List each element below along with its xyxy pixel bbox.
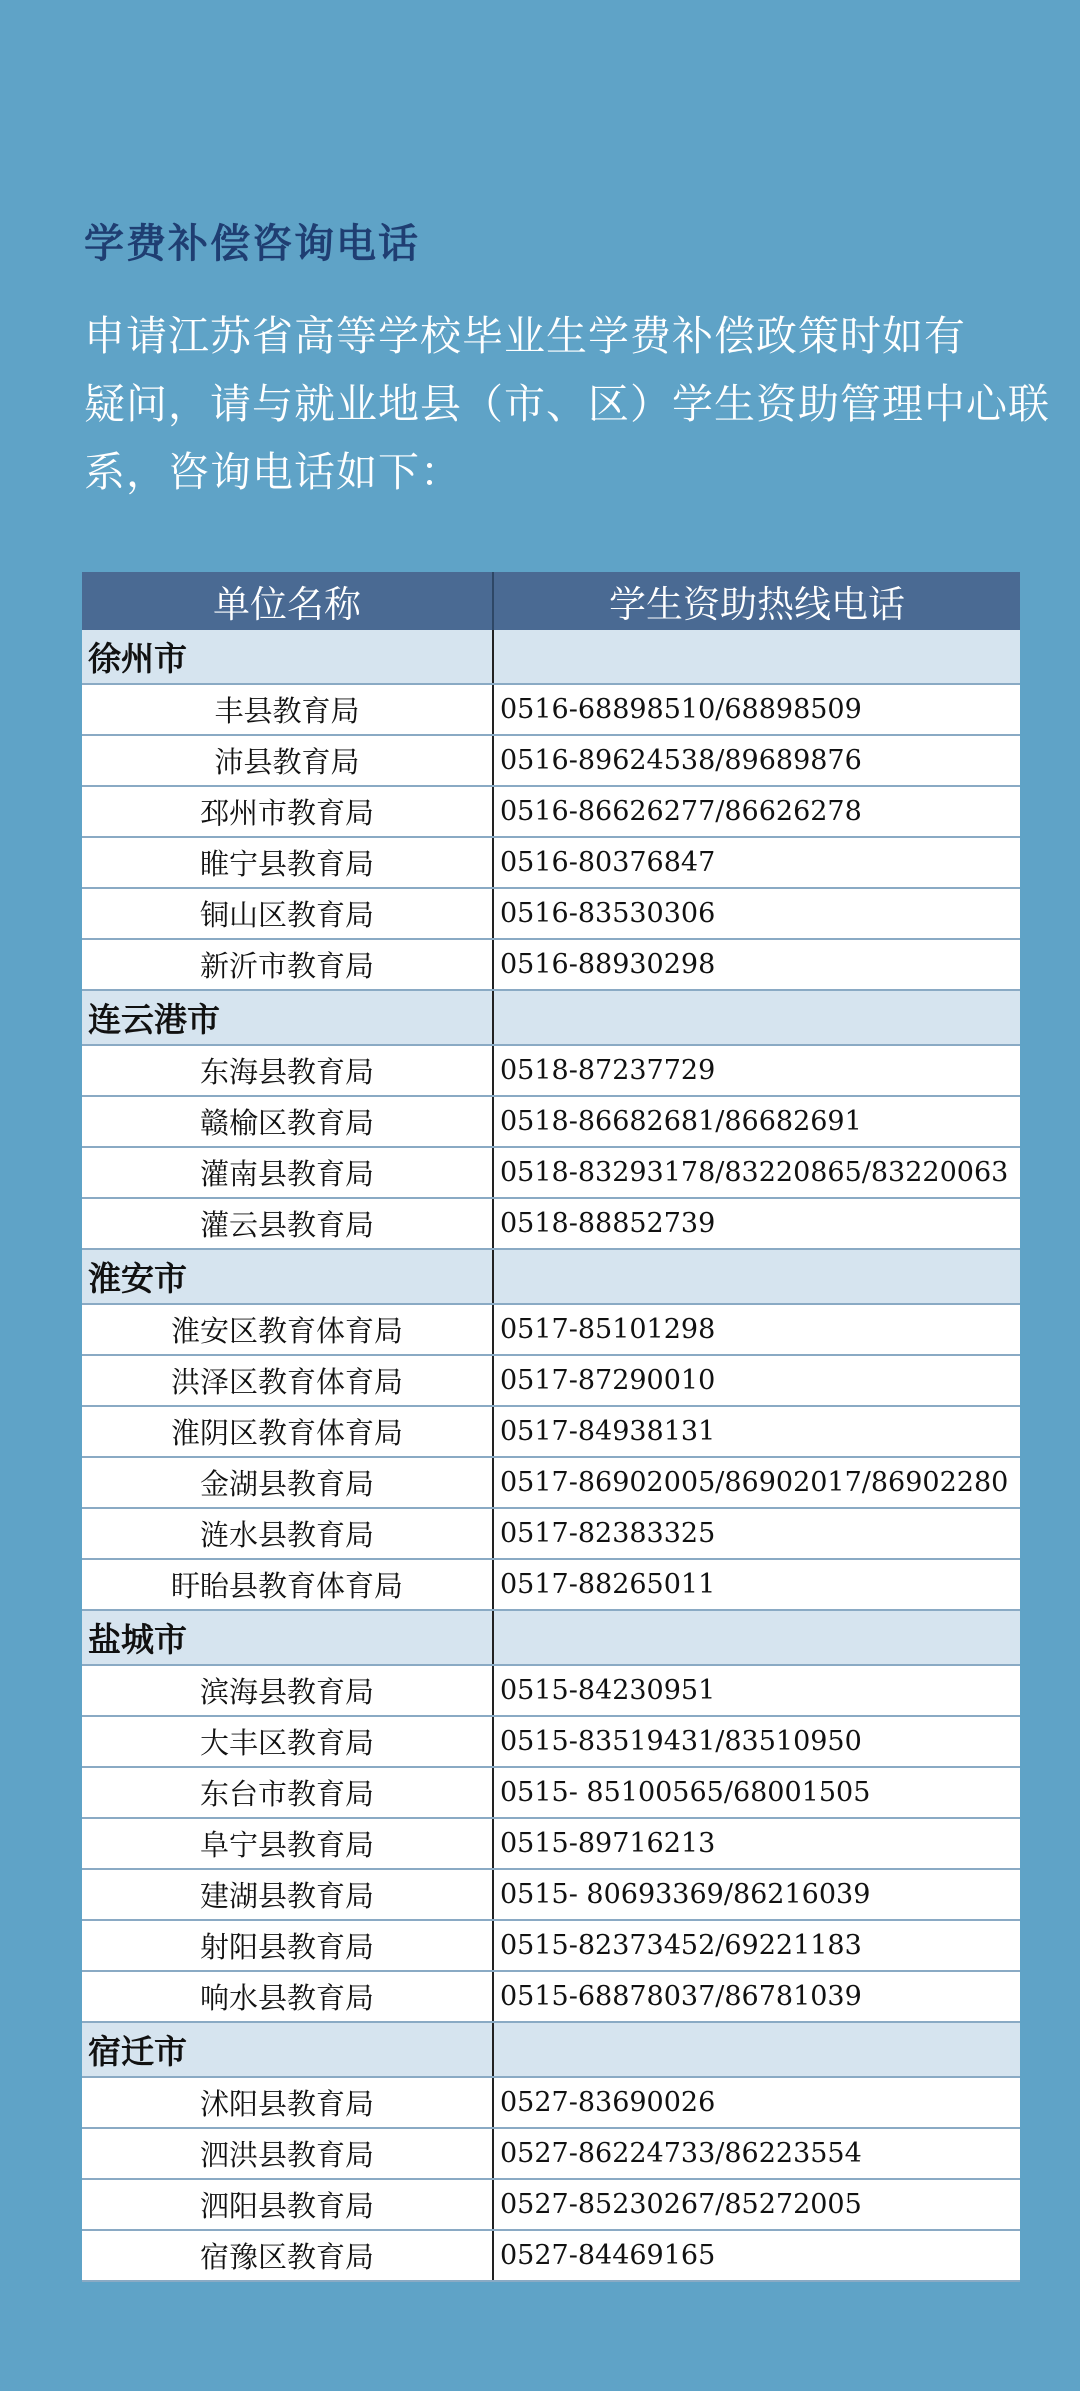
city-row	[82, 1610, 1020, 1665]
city-row	[82, 630, 1020, 684]
office-phone: 0516-89624538/89689876	[493, 735, 1020, 786]
intro-line: 申请江苏省高等学校毕业生学费补偿政策时如有	[84, 312, 966, 360]
table-row	[82, 1818, 1020, 1869]
office-name: 泗阳县教育局	[82, 2179, 493, 2230]
office-name: 射阳县教育局	[82, 1920, 493, 1971]
table-row	[82, 1304, 1020, 1355]
office-phone: 0517-85101298	[493, 1304, 1020, 1355]
table-row	[82, 1508, 1020, 1559]
office-phone: 0516-68898510/68898509	[493, 684, 1020, 735]
office-name: 灌云县教育局	[82, 1198, 493, 1249]
office-name: 东海县教育局	[82, 1045, 493, 1096]
table-row	[82, 1198, 1020, 1249]
office-name: 丰县教育局	[82, 684, 493, 735]
office-phone: 0515- 85100565/68001505	[493, 1767, 1020, 1818]
contact-table	[82, 572, 1020, 2282]
office-phone: 0517-87290010	[493, 1355, 1020, 1406]
office-name: 邳州市教育局	[82, 786, 493, 837]
office-name: 睢宁县教育局	[82, 837, 493, 888]
city-name: 连云港市	[82, 990, 493, 1045]
table-row	[82, 1559, 1020, 1610]
office-name: 宿豫区教育局	[82, 2230, 493, 2281]
table-row	[82, 1665, 1020, 1716]
office-name: 金湖县教育局	[82, 1457, 493, 1508]
office-phone: 0515-83519431/83510950	[493, 1716, 1020, 1767]
intro-line: 系，咨询电话如下：	[84, 448, 462, 496]
office-name: 建湖县教育局	[82, 1869, 493, 1920]
office-name: 滨海县教育局	[82, 1665, 493, 1716]
office-name: 淮阴区教育体育局	[82, 1406, 493, 1457]
table-row	[82, 2128, 1020, 2179]
office-phone: 0516-83530306	[493, 888, 1020, 939]
office-phone: 0517-84938131	[493, 1406, 1020, 1457]
city-row	[82, 990, 1020, 1045]
city-row	[82, 1249, 1020, 1304]
section-heading: 学费补偿咨询电话	[84, 221, 420, 267]
office-phone: 0527-84469165	[493, 2230, 1020, 2281]
table-row	[82, 1869, 1020, 1920]
table-row	[82, 786, 1020, 837]
office-name: 沭阳县教育局	[82, 2077, 493, 2128]
office-phone: 0516-88930298	[493, 939, 1020, 990]
office-name: 沛县教育局	[82, 735, 493, 786]
office-phone: 0515-68878037/86781039	[493, 1971, 1020, 2022]
table-row	[82, 939, 1020, 990]
table-row	[82, 1045, 1020, 1096]
office-phone: 0516-80376847	[493, 837, 1020, 888]
office-phone: 0518-86682681/86682691	[493, 1096, 1020, 1147]
city-name: 淮安市	[82, 1249, 493, 1304]
office-phone: 0515-84230951	[493, 1665, 1020, 1716]
office-phone: 0527-83690026	[493, 2077, 1020, 2128]
office-name: 盱眙县教育体育局	[82, 1559, 493, 1610]
office-name: 泗洪县教育局	[82, 2128, 493, 2179]
office-phone: 0527-86224733/86223554	[493, 2128, 1020, 2179]
city-row	[82, 2022, 1020, 2077]
office-phone: 0518-83293178/83220865/83220063	[493, 1147, 1020, 1198]
office-phone: 0516-86626277/86626278	[493, 786, 1020, 837]
office-phone: 0527-85230267/85272005	[493, 2179, 1020, 2230]
table-row	[82, 2077, 1020, 2128]
intro-paragraph	[84, 302, 1050, 506]
office-phone: 0515- 80693369/86216039	[493, 1869, 1020, 1920]
table-row	[82, 1767, 1020, 1818]
table-row	[82, 1355, 1020, 1406]
office-name: 铜山区教育局	[82, 888, 493, 939]
office-name: 赣榆区教育局	[82, 1096, 493, 1147]
city-name: 盐城市	[82, 1610, 493, 1665]
table-row	[82, 2179, 1020, 2230]
header-hotline: 学生资助热线电话	[493, 572, 1020, 630]
table-row	[82, 1971, 1020, 2022]
office-phone: 0517-86902005/86902017/86902280	[493, 1457, 1020, 1508]
office-name: 大丰区教育局	[82, 1716, 493, 1767]
table-row	[82, 1457, 1020, 1508]
office-phone: 0517-82383325	[493, 1508, 1020, 1559]
office-phone: 0515-89716213	[493, 1818, 1020, 1869]
city-name: 徐州市	[82, 630, 493, 684]
city-name: 宿迁市	[82, 2022, 493, 2077]
office-name: 洪泽区教育体育局	[82, 1355, 493, 1406]
office-name: 阜宁县教育局	[82, 1818, 493, 1869]
table-row	[82, 735, 1020, 786]
table-row	[82, 1096, 1020, 1147]
city-phone-empty	[493, 1249, 1020, 1304]
table-row	[82, 684, 1020, 735]
table-row	[82, 2230, 1020, 2281]
office-phone: 0518-87237729	[493, 1045, 1020, 1096]
header-unit-name: 单位名称	[82, 572, 493, 630]
table-row	[82, 888, 1020, 939]
city-phone-empty	[493, 990, 1020, 1045]
city-phone-empty	[493, 2022, 1020, 2077]
office-name: 响水县教育局	[82, 1971, 493, 2022]
office-phone: 0518-88852739	[493, 1198, 1020, 1249]
table-row	[82, 1716, 1020, 1767]
table-body	[82, 630, 1020, 2281]
table-row	[82, 837, 1020, 888]
office-name: 涟水县教育局	[82, 1508, 493, 1559]
city-phone-empty	[493, 1610, 1020, 1665]
table-row	[82, 1147, 1020, 1198]
office-phone: 0517-88265011	[493, 1559, 1020, 1610]
table-row	[82, 1920, 1020, 1971]
office-name: 新沂市教育局	[82, 939, 493, 990]
intro-line: 疑问，请与就业地县（市、区）学生资助管理中心联	[84, 380, 1050, 428]
office-name: 淮安区教育体育局	[82, 1304, 493, 1355]
office-phone: 0515-82373452/69221183	[493, 1920, 1020, 1971]
office-name: 灌南县教育局	[82, 1147, 493, 1198]
table-header-row	[82, 572, 1020, 630]
table-row	[82, 1406, 1020, 1457]
office-name: 东台市教育局	[82, 1767, 493, 1818]
city-phone-empty	[493, 630, 1020, 684]
